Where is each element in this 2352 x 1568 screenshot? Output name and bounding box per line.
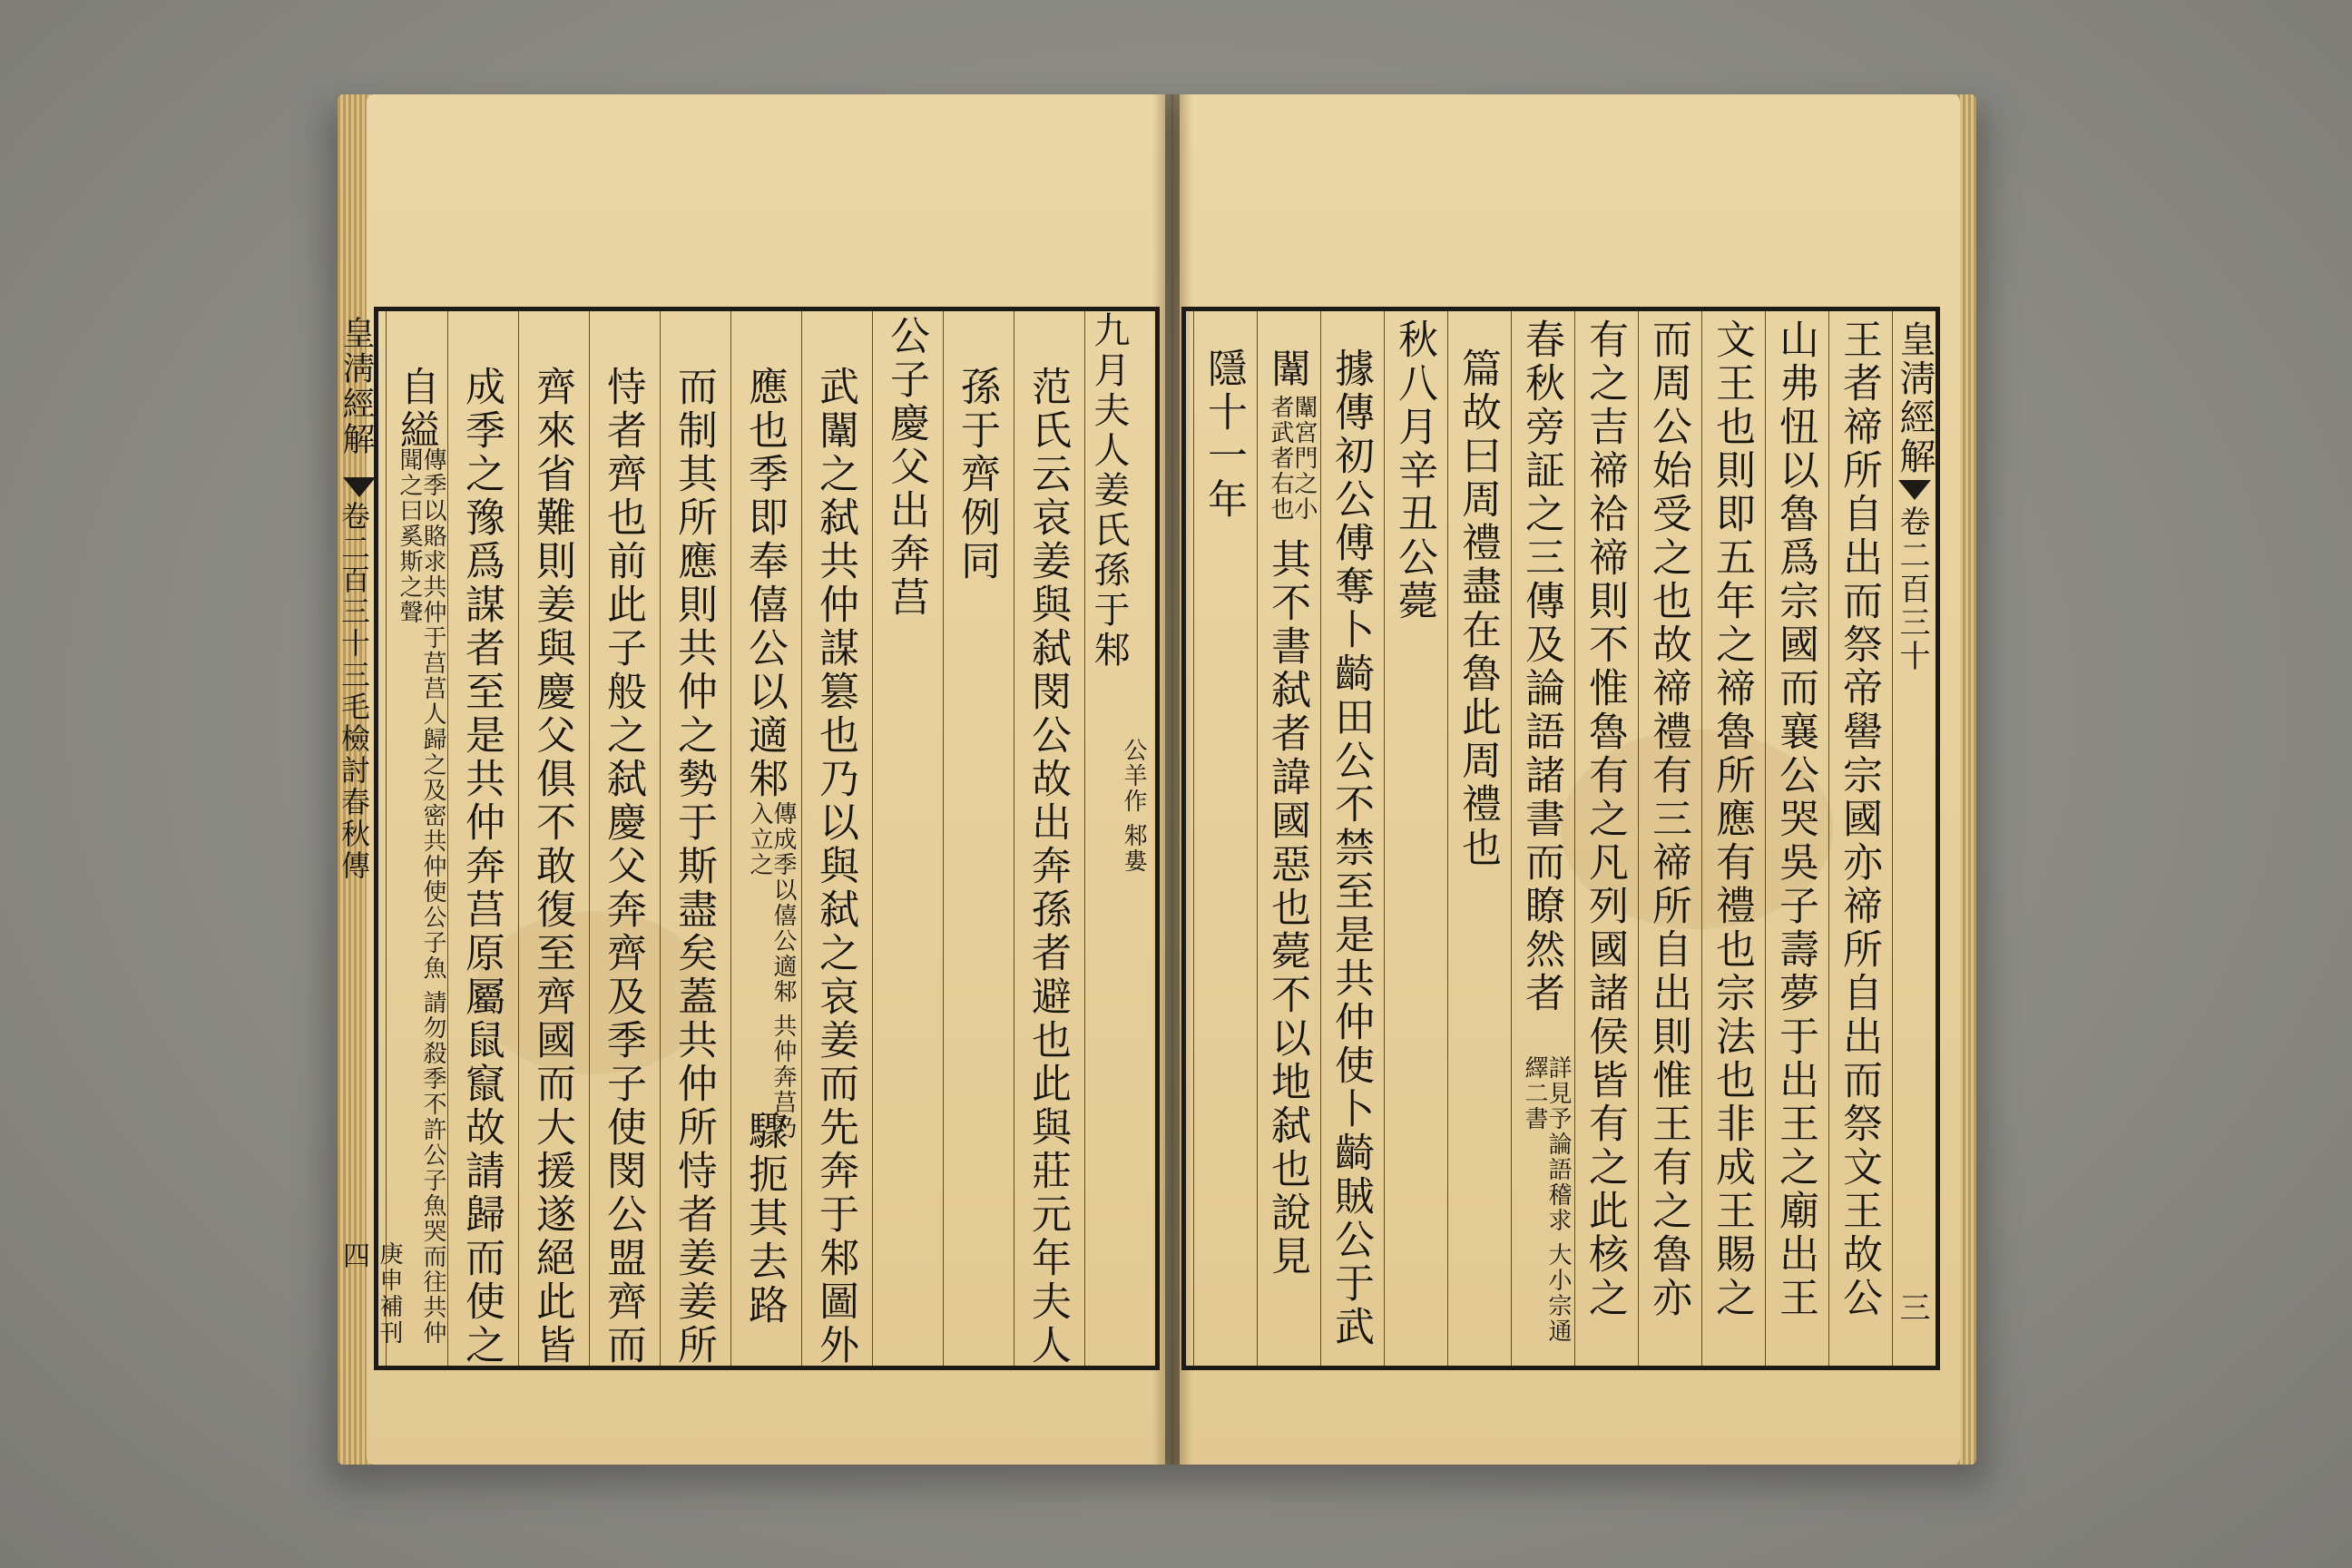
text-column [801,311,873,1366]
left-margin-volume: 卷二百三十三毛檢討春秋傳 [337,501,371,882]
text-column [1384,311,1448,1366]
column-text: 秋八月辛丑公薨 [1391,318,1437,623]
column-text: 恃者齊也前此子般之弑慶父奔齊及季子使閔公盟齊而 [600,366,646,1367]
column-text: 齊來省難則姜與慶父俱不敢復至齊國而大援遂絕此皆 [529,366,575,1367]
column-text: 有之吉禘祫禘則不惟魯有之凡列國諸侯皆有之此核之 [1582,318,1628,1320]
text-column [1193,311,1258,1366]
column-text: 隱十一年 [1200,348,1247,522]
interlinear-note: 傳成季以僖公適邾 共仲奔莒乃入立之 [746,801,797,1142]
column-text: 王者禘所自出而祭帝嚳宗國亦禘所自出而祭文王故公 [1836,318,1882,1320]
text-column [518,311,590,1366]
right-margin-volume: 卷二百三十 [1894,505,1930,673]
text-column [1084,311,1156,1366]
text-column [386,311,448,1366]
text-column [1638,311,1702,1366]
left-margin-page-number: 四 [338,1241,369,1271]
interlinear-note: 闈宮門之小者武者右也 [1267,395,1318,522]
column-text: 而周公始受之也故禘禮有三禘所自出則惟王有之魯亦 [1645,318,1691,1320]
column-text: 據傳初公傅奪卜齮田公不禁至是共仲使卜齮賊公于武 [1328,348,1374,1349]
column-text: 孫于齊例同 [954,366,1000,583]
column-text: 公子慶父出奔莒 [883,315,929,620]
text-column [1701,311,1766,1366]
column-text-continued: 驟扼其去路 [741,1110,788,1328]
column-text: 文王也則即五年之禘魯所應有禮也宗法也非成王賜之 [1709,318,1755,1320]
left-margin-title: 皇淸經解 [338,316,375,457]
column-text: 山弗忸以魯爲宗國而襄公哭吳子壽夢于出王之廟出王 [1772,318,1818,1320]
column-text: 闈 [1264,348,1310,391]
column-text: 成季之豫爲謀者至是共仲奔莒原屬鼠竄故請歸而使之 [458,366,505,1367]
text-column [660,311,731,1366]
column-text: 春秋旁証之三傳及論語諸書而瞭然者 [1518,318,1564,1015]
fishtail-marker [343,477,376,497]
interlinear-note: 傳季以賂求共仲于莒莒人歸之及密共仲使公子魚 請勿殺季不許公子魚哭而往共仲聞之曰奚斯之聲 [396,447,446,1347]
text-column [447,311,519,1366]
interlinear-note: 詳見予論語稽求 大小宗通繹二書 [1521,1055,1572,1345]
left-margin-imprint: 庚申補刊 [376,1241,403,1347]
text-column [1257,311,1321,1366]
fishtail-marker [1898,480,1931,500]
interlinear-note: 公羊作 邾婁 [1120,738,1147,875]
column-text: 范氏云哀姜與弑閔公故出奔孫者避也此與莊元年夫人 [1024,366,1071,1367]
text-column [1765,311,1829,1366]
column-text: 篇故曰周禮盡在魯此周禮也 [1455,348,1501,870]
right-margin-strip [1892,311,1936,1366]
right-print-frame [1181,307,1940,1370]
column-text: 自縊 [393,366,439,453]
right-margin-title: 皇淸經解 [1894,320,1936,476]
left-print-frame [374,307,1160,1370]
text-column [1447,311,1512,1366]
text-column [943,311,1014,1366]
text-column [730,311,802,1366]
left-margin-strip [337,307,403,1370]
text-column [1574,311,1639,1366]
text-column [1511,311,1575,1366]
right-margin-page-number: 三 [1894,1291,1930,1325]
column-text: 而制其所應則共仲之勢于斯盡矣蓋共仲所恃者姜姜所 [671,366,717,1367]
column-text: 武闈之弑共仲謀篡也乃以與弑之哀姜而先奔于邾圖外 [812,366,858,1367]
column-text-continued: 其不書弑者諱國惡也薨不以地弑也說見 [1264,538,1310,1279]
text-column [1320,311,1385,1366]
text-column [872,311,944,1366]
column-text: 應也季即奉僖公以適邾 [741,366,788,801]
text-column [1828,311,1893,1366]
column-text: 九月夫人姜氏孫于邾 [1088,311,1130,671]
text-column [1014,311,1085,1366]
text-column [589,311,661,1366]
